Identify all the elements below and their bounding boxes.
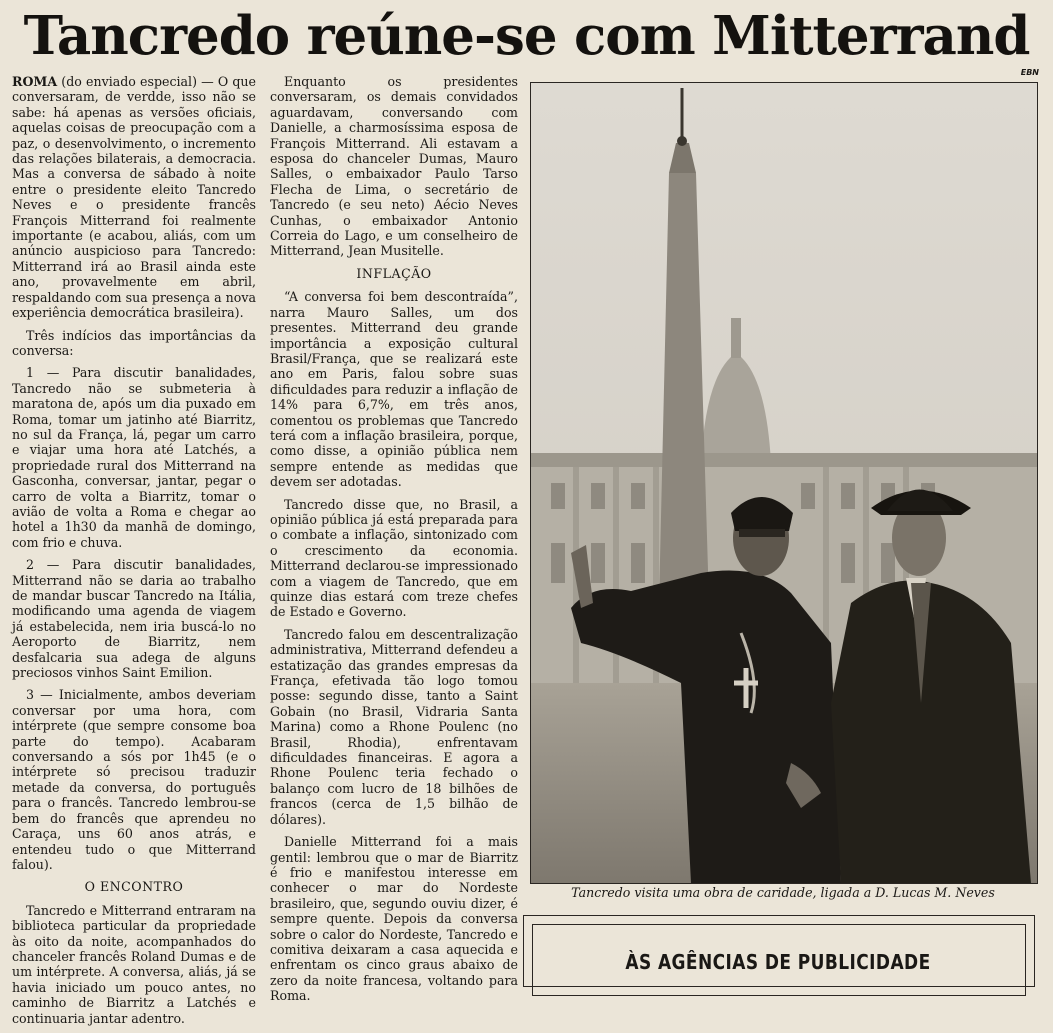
news-photo (530, 82, 1038, 884)
paragraph: Tancredo disse que, no Brasil, a opinião pública já está preparada para o combate a inflação, sintonizado com o crescimento da economia. Mitterrand declarou-se impressionado com a viagem de Tancredo, que em quinze dias estará com treze chefes de Estado e Governo. (270, 496, 518, 620)
paragraph: Tancredo falou em descentralização administrativa, Mitterrand defendeu a estatização das grandes empresas da França, efetivada tão logo tomou posse: segundo disse, tanto a Saint Gobain (no Brasil, Vidraria Santa Marina) como a Rhone Poulenc (no Brasil, Rhodia), enfrentavam dificuldades financeiras. E agora a Rhone Poulenc teria fechado o balanço com lucro de 18 bilhões de francos (cerca de 1,5 bilhão de dólares). (270, 626, 518, 827)
paragraph: 1 — Para discutir banalidades, Tancredo não se submeteria à maratona de, após um dia puxado em Roma, tomar um jatinho até Biarritz, no sul da França, lá, pegar um carro e viajar uma hora até Latchés, a propriedade rural dos Mitterrand na Gasconha, conversar, jantar, pegar o carro de volta a Biarritz, tomar o avião de volta a Roma e chegar ao hotel a 1h30 da manhã de domingo, com frio e chuva. (12, 365, 256, 550)
article-column-2 (270, 74, 518, 1011)
photo-credit: EBN (1020, 68, 1039, 77)
photo-caption: Tancredo visita uma obra de caridade, ligada a D. Lucas M. Neves (571, 885, 995, 900)
section-heading-encontro: O ENCONTRO (84, 879, 184, 895)
section-heading-inflacao: INFLAÇÃO (356, 265, 432, 281)
dateline: ROMA (12, 74, 58, 89)
paragraph: 2 — Para discutir banalidades, Mitterrand não se daria ao trabalho de mandar buscar Tancredo na Itália, modificando uma agenda de viagem já estabelecida, nem iria buscá-lo no Aeroporto de Biarritz, nem desfalcaria sua adega de alguns preciosos vinhos Saint Emilion. (12, 557, 256, 681)
paragraph: ROMA (do enviado especial) — O que conversaram, de verdde, isso não se sabe: há apenas as versões oficiais, aquelas coisas de preocupação com a paz, o desenvolvimento, o incremento das relações bilaterais, a democracia. Mas a conversa de sábado à noite entre o presidente eleito Tancredo Neves e o presidente francês François Mitterrand foi realmente importante (e acabou, aliás, com um anúncio auspicioso para Tancredo: Mitterrand irá ao Brasil ainda este ano, provavelmente em abril, respaldando com sua presença a nova experiência democrática brasileira). (12, 74, 256, 321)
photo-illustration (531, 83, 1037, 883)
paragraph: 3 — Inicialmente, ambos deveriam conversar por uma hora, com intérprete (que sempre consome boa parte do tempo). Acabaram conversando a sós por 1h45 (e o intérprete só precisou traduzir metade da conversa, do português para o francês. Tancredo lembrou-se bem do francês que aprendeu no Caraça, uns 60 anos atrás, e entendeu tudo o que Mitterrand falou). (12, 687, 256, 872)
paragraph: Três indícios das importâncias da conversa: (12, 327, 256, 358)
paragraph: Danielle Mitterrand foi a mais gentil: lembrou que o mar de Biarritz é frio e manifestou interesse em conhecer o mar do Nordeste brasileiro, que, segundo ouviu dizer, é sempre quente. Depois da conversa sobre o calor do Nordeste, Tancredo e comitiva deixaram a casa aquecida e enfrentam os cinco graus abaixo de zero da noite francesa, voltando para Roma. (270, 834, 518, 1004)
paragraph: “A conversa foi bem descontraída”, narra Mauro Salles, um dos presentes. Mitterrand deu grande importância a exposição cultural Brasil/França, que se realizará este ano em Paris, falou sobre suas dificuldades para reduzir a inflação de 14% para 6,7%, em três anos, comentou os problemas que Tancredo terá com a inflação brasileira, porque, como disse, a opinião pública nem sempre entende as medidas que devem ser adotadas. (270, 289, 518, 490)
paragraph: Tancredo e Mitterrand entraram na biblioteca particular da propriedade às oito da noite, acompanhados do chanceler francês Roland Dumas e de um intérprete. A conversa, aliás, já se havia iniciado um pouco antes, no caminho de Biarritz a Latchés e continuaria jantar adentro. (12, 902, 256, 1026)
article-column-1 (12, 74, 256, 1033)
headline: Tancredo reúne-se com Mitterrand (23, 5, 1030, 67)
ad-title: ÀS AGÊNCIAS DE PUBLICIDADE (625, 950, 931, 974)
paragraph: Enquanto os presidentes conversaram, os demais convidados aguardavam, conversando com Danielle, a charmosíssima esposa de François Mitterrand. Ali estavam a esposa do chanceler Dumas, Mauro Salles, o embaixador Paulo Tarso Flecha de Lima, o secretário de Tancredo (e seu neto) Aécio Neves Cunhas, o embaixador Antonio Correia do Lago, e um conselheiro de Mitterrand, Jean Musitelle. (270, 74, 518, 259)
